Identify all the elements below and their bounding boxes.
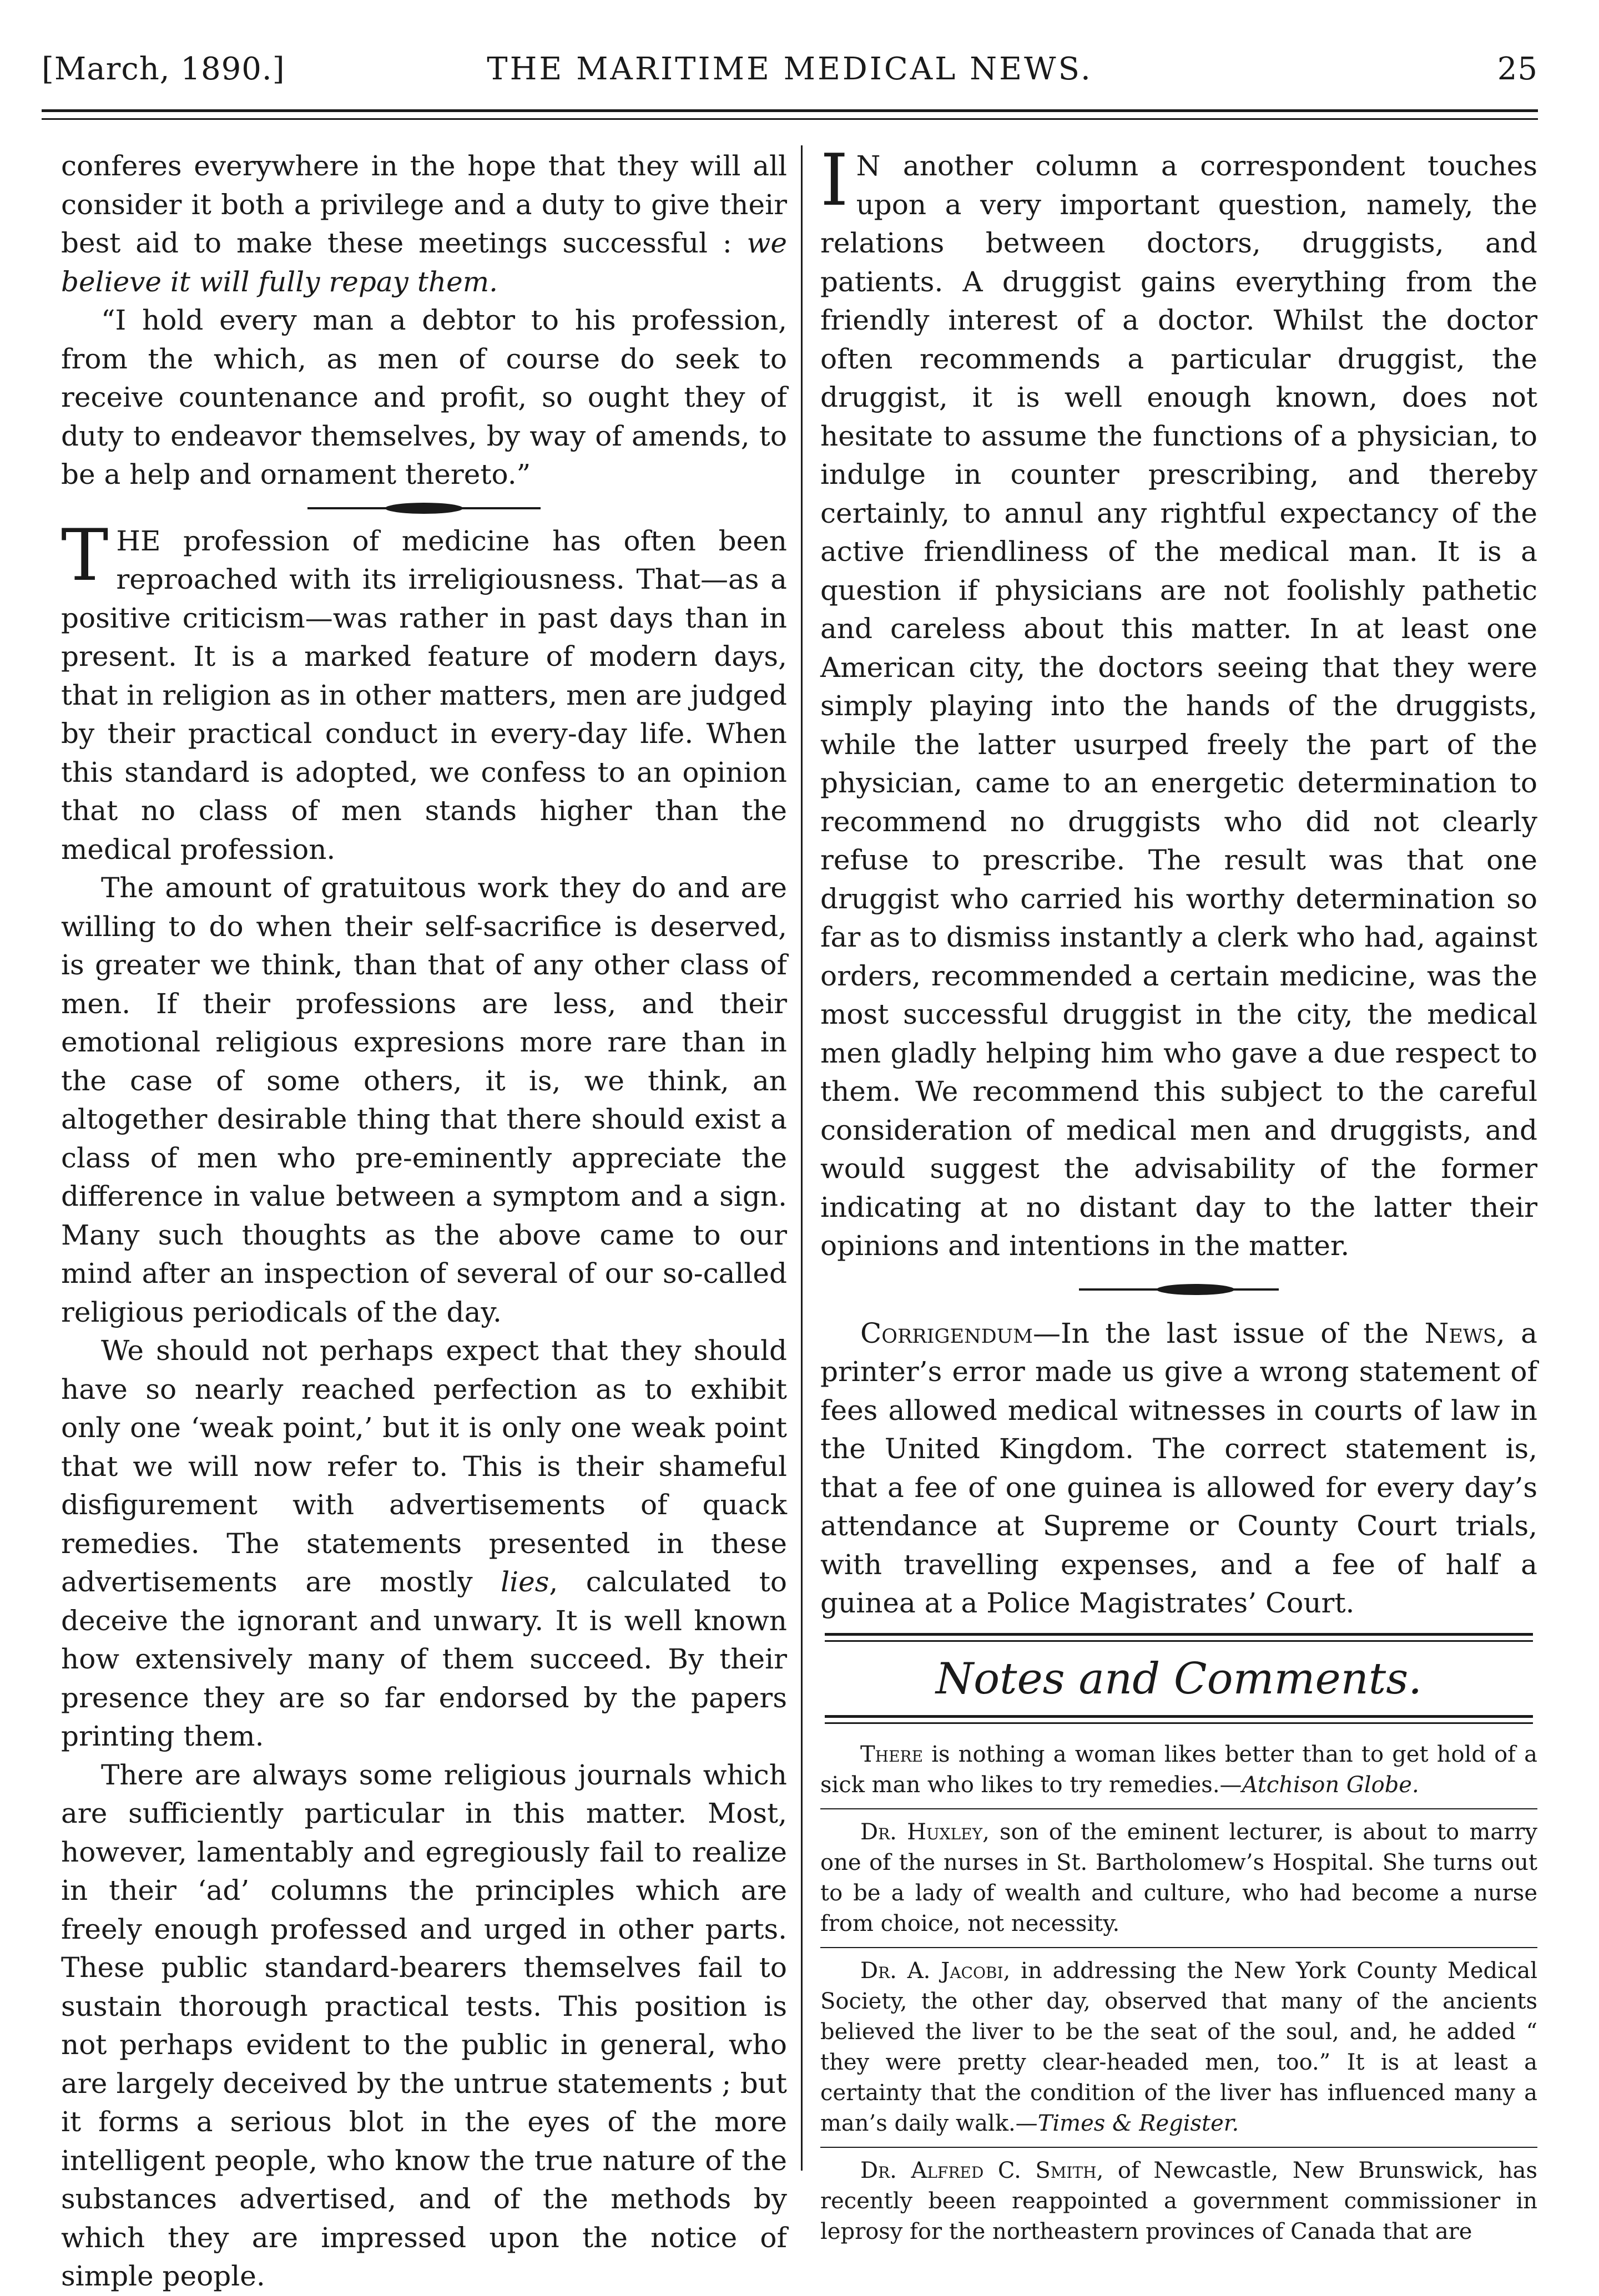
header-rule-top: [42, 109, 1538, 112]
note-item: Dr. A. Jacobi, in addressing the New York County Medical Society, the other day, observed that many of the ancients believed the liver to be the seat of the soul, and, he added “ they were pretty clear-headed men, too.” It is at least a certainty that the condition of the liver has influenced many a man’s daily walk.—Times & Register.: [820, 1958, 1537, 2136]
right-column: [820, 139, 1538, 2247]
article-paragraph: The amount of gratuitous work they do and are willing to do when their self-sacrifice is deserved, is greater we think, than that of any other class of men. If their professions are less, and their emotional religious expresions more rare than in the case of some others, it is, we think, an altogether desirable thing that there should exist a class of men who pre-eminently appreciate the difference in value between a symptom and a sign. Many such thoughts as the above came to our mind after an inspection of several of our so-called religious periodicals of the day.: [61, 872, 787, 1328]
drop-cap: I: [820, 139, 849, 222]
note-item: Dr. Alfred C. Smith, of Newcastle, New Brunswick, has recently beeen reappointed a government commissioner in leprosy for the northeastern provinces of Canada that are: [820, 2157, 1537, 2244]
notes-list: [820, 1739, 1537, 2247]
section-rule: [825, 1715, 1533, 1724]
issue-date: [March, 1890.]: [42, 51, 285, 87]
note-item: There is nothing a woman likes better than to get hold of a sick man who likes to try remedies.—Atchison Globe.: [820, 1741, 1537, 1798]
note-separator: [820, 1808, 1537, 1809]
section-rule: [825, 1633, 1533, 1642]
header-rule-bottom: [42, 118, 1538, 120]
ornament-divider: [61, 494, 787, 522]
left-column: [61, 147, 787, 2296]
article-paragraph: “I hold every man a debtor to his profession, from the which, as men of course do seek to receive countenance and profit, so ought they of duty to endeavor themselves, by way of amends, to be a help and ornament thereto.”: [61, 304, 787, 490]
column-divider: [801, 145, 803, 2171]
article-paragraph: There are always some religious journals which are sufficiently particular in this matter. Most, however, lamentably and egregiously fail to realize in their ‘ad’ columns the principles which are freely enough professed and urged in other parts. These public standard-bearers themselves fail to sustain thorough practical tests. This position is not perhaps evident to the public in general, who are largely deceived by the untrue statements ; but it forms a serious blot in the eyes of the more intelligent people, who know the true nature of the substances advertised, and of the methods by which they are impressed upon the notice of simple people.: [61, 1758, 787, 2292]
article-paragraph: THE profession of medicine has often been reproached with its irreligiousness. That—as a positive criticism—was rather in past days than in present. It is a marked feature of modern days, that in religion as in other matters, men are judged by their practical conduct in every-day life. When this standard is adopted, we confess to an opinion that no class of men stands higher than the medical profession.: [61, 514, 787, 866]
note-separator: [820, 1947, 1537, 1948]
article-paragraph: I N another column a correspondent touches upon a very important question, namely, the relations between doctors, druggists, and patients. A druggist gains everything from the friendly interest of a doctor. Whilst the doctor often recommends a particular druggist, the druggist, it is well enough known, does not hesitate to assume the functions of a physician, to indulge in counter prescribing, and thereby certainly, to annul any rightful expectancy of the active friendliness of the medical man. It is a question if physicians are not foolishly pathetic and careless about this matter. In at least one American city, the doctors seeing that they were simply playing into the hands of the druggists, while the latter usurped freely the part of the physician, came to an energetic determination to recommend no druggists who did not clearly refuse to prescribe. The result was that one druggist who carried his worthy determination so far as to dismiss instantly a clerk who had, against orders, recommended a certain medicine, was the most successful druggist in the city, the medical men gladly helping him who gave a due respect to them. We recommend this subject to the careful consideration of medical men and druggists, and would suggest the advisability of the former indicating at no distant day to the latter their opinions and intentions in the matter.: [820, 139, 1537, 1262]
drop-cap: T: [61, 514, 109, 597]
note-item: Dr. Huxley, son of the eminent lecturer, is about to marry one of the nurses in St. Bartholomew’s Hospital. She turns out to be a lady of wealth and culture, who had become a nurse from choice, not necessity.: [820, 1819, 1538, 1936]
section-heading: Notes and Comments.: [935, 1653, 1423, 1704]
page-header: [42, 51, 1538, 101]
corrigendum: Corrigendum—In the last issue of the News, a printer’s error made us give a wrong statement of fees allowed medical witnesses in courts of law in the United Kingdom. The correct statement is, that a fee of one guinea is allowed for every day’s attendance at Supreme or County Court trials, with travelling expenses, and a fee of half a guinea at a Police Magistrates’ Court.: [820, 1317, 1537, 1619]
article-paragraph: conferes everywhere in the hope that they will all consider it both a privilege and a duty to give their best aid to make these meetings successful : we believe it will fully repay them.: [61, 150, 787, 298]
note-separator: [820, 2147, 1537, 2148]
page-number: 25: [1497, 51, 1538, 87]
journal-title: THE MARITIME MEDICAL NEWS.: [487, 51, 1093, 87]
article-paragraph: We should not perhaps expect that they should have so nearly reached perfection as to exhibit only one ‘weak point,’ but it is only one weak point that we will now refer to. This is their shameful disfigurement with advertisements of quack remedies. The statements presented in these advertisements are mostly lies, calculated to deceive the ignorant and unwary. It is well known how extensively many of them succeed. By their presence they are so far endorsed by the papers printing them.: [61, 1334, 787, 1752]
ornament-divider: [820, 1276, 1537, 1303]
